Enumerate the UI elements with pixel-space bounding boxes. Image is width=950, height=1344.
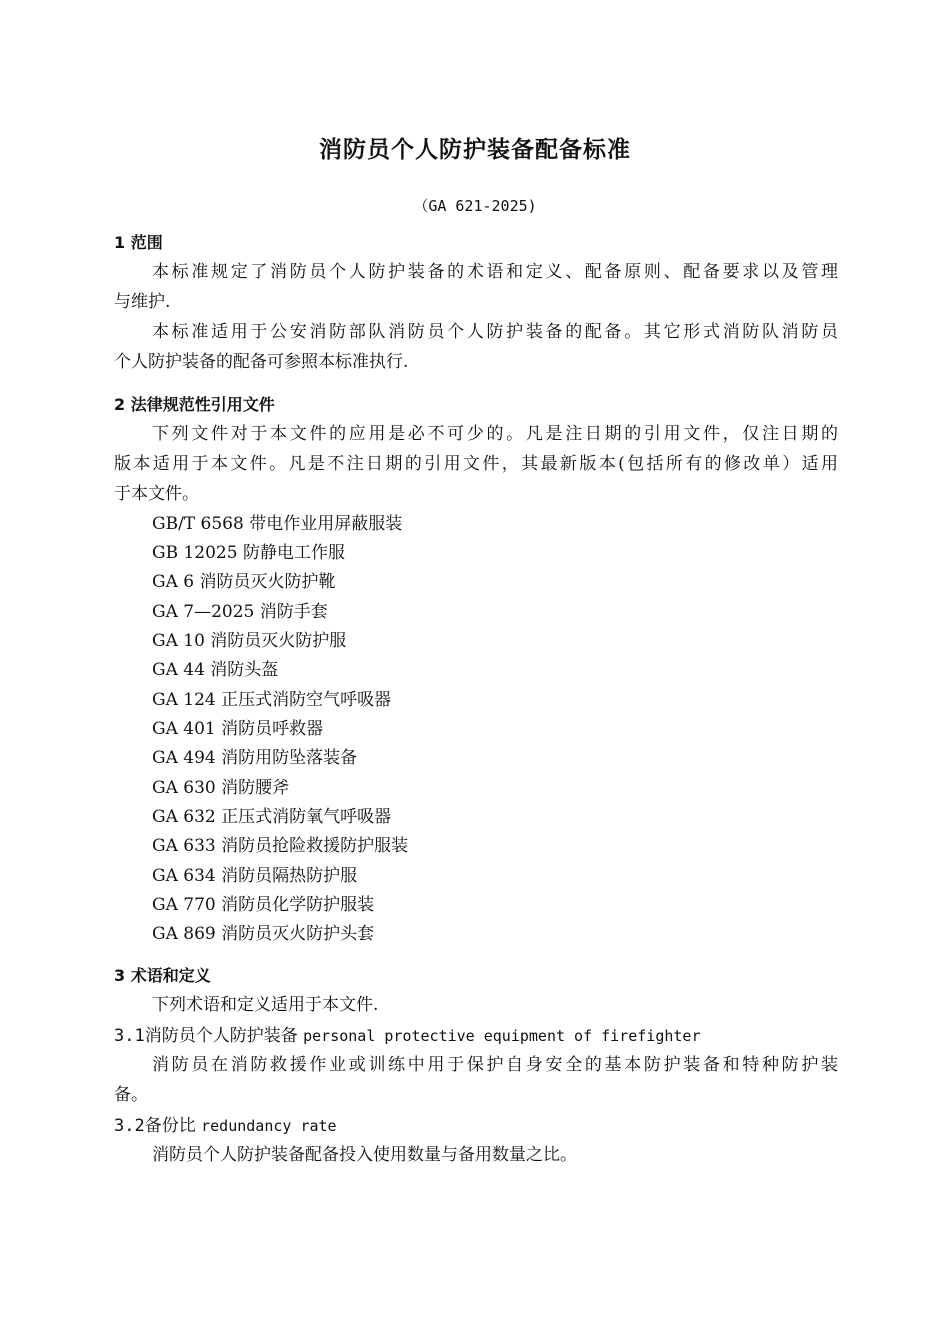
- section-1-paragraph-1-line-1: 本标准规定了消防员个人防护装备的术语和定义、配备原则、配备要求以及管理: [152, 262, 838, 282]
- term-english: personal protective equipment of firefighter: [303, 1027, 701, 1045]
- section-1-heading: 1 范围: [114, 233, 163, 252]
- term-3-2-definition: 消防员个人防护装备配备投入使用数量与备用数量之比。: [152, 1145, 577, 1165]
- document-title: 消防员个人防护装备配备标准: [319, 137, 631, 163]
- section-2-heading: 2 法律规范性引用文件: [114, 395, 275, 414]
- term-3-2-heading: [114, 1111, 838, 1141]
- reference-item: GB/T 6568 带电作业用屏蔽服装: [152, 514, 403, 534]
- reference-item: GA 632 正压式消防氧气呼吸器: [152, 807, 392, 827]
- section-1-paragraph-2-line-1: 本标准适用于公安消防部队消防员个人防护装备的配备。其它形式消防队消防员: [152, 322, 838, 342]
- reference-item: GA 124 正压式消防空气呼吸器: [152, 690, 392, 710]
- reference-item: GA 633 消防员抢险救援防护服装: [152, 836, 409, 856]
- reference-item: GA 770 消防员化学防护服装: [152, 895, 375, 915]
- reference-item: GA 494 消防用防坠落装备: [152, 748, 358, 768]
- term-3-1-definition-line-2: 备。: [114, 1085, 148, 1105]
- reference-item: GA 10 消防员灭火防护服: [152, 631, 347, 651]
- reference-item: GA 7—2025 消防手套: [152, 602, 328, 622]
- section-1-paragraph-2-line-2: 个人防护装备的配备可参照本标准执行.: [114, 352, 409, 372]
- term-3-1-definition-line-1: 消防员在消防救援作业或训练中用于保护自身安全的基本防护装备和特种防护装: [152, 1055, 838, 1075]
- reference-item: GA 401 消防员呼救器: [152, 719, 324, 739]
- term-number: 3.1: [114, 1026, 145, 1046]
- reference-item: GB 12025 防静电工作服: [152, 543, 345, 563]
- term-english: redundancy rate: [201, 1117, 337, 1135]
- section-2-paragraph-line-2: 版本适用于本文件。凡是不注日期的引用文件，其最新版本(包括所有的修改单）适用: [114, 454, 838, 474]
- term-chinese: 消防员个人防护装备: [144, 1026, 298, 1046]
- reference-item: GA 634 消防员隔热防护服: [152, 866, 358, 886]
- term-chinese: 备份比: [144, 1116, 196, 1136]
- section-3-heading: 3 术语和定义: [114, 966, 211, 985]
- reference-item: GA 6 消防员灭火防护靴: [152, 572, 336, 592]
- standard-number: （GA 621-2025): [413, 197, 537, 215]
- section-2-paragraph-line-3: 于本文件。: [114, 484, 199, 504]
- reference-item: GA 869 消防员灭火防护头套: [152, 924, 375, 944]
- term-number: 3.2: [114, 1116, 145, 1136]
- reference-item: GA 630 消防腰斧: [152, 778, 290, 798]
- section-2-paragraph-line-1: 下列文件对于本文件的应用是必不可少的。凡是注日期的引用文件，仅注日期的: [152, 424, 838, 444]
- term-3-1-heading: [114, 1021, 838, 1051]
- reference-item: GA 44 消防头盔: [152, 660, 279, 680]
- section-3-intro: 下列术语和定义适用于本文件.: [152, 995, 379, 1015]
- section-1-paragraph-1-line-2: 与维护.: [114, 292, 171, 312]
